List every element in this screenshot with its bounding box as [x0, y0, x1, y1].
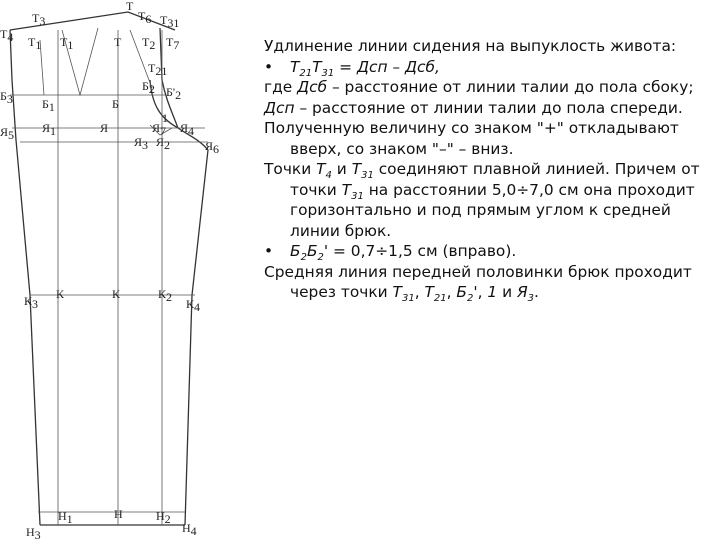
label-ya1: Я1 — [42, 121, 57, 138]
label-t-center: Т — [114, 35, 122, 49]
construction-lines — [10, 28, 208, 525]
label-k: К — [56, 287, 65, 301]
label-ya7: Я7 — [152, 121, 167, 138]
label-one: 1 — [162, 111, 168, 125]
para-dsp: Дсп – расстояние от линии талии до пола спереди. — [264, 98, 683, 117]
label-h1: Н1 — [58, 509, 73, 526]
para-middle-line: Средняя линия передней половинки брюк проходит через точки $Т_{31}$, $Т_{21}$, $Б_2'$, 1 и $Я_3$. — [264, 262, 692, 305]
para-connect: Точки $Т_4$ и $Т_{31}$ соединяют плавной линией. Причем от точки $Т_{31}$ на расстоянии 5,0÷7,0 см она проходит горизонтально и под прямым углом к средней линии брюк. — [264, 160, 700, 240]
label-t4: Т4 — [0, 27, 14, 44]
trouser-pattern-drawing — [0, 0, 260, 540]
label-k-center: К — [112, 287, 121, 301]
instruction-text — [264, 36, 714, 303]
label-t2: Т2 — [142, 35, 156, 52]
label-b2: Б2 — [142, 79, 155, 96]
para-sign: Полученную величину со знаком "+" откладывают вверх, со знаком "–" – вниз. — [264, 119, 679, 158]
label-b1: Б1 — [42, 97, 55, 114]
label-ya6: Я6 — [205, 139, 220, 156]
label-t7: Т7 — [166, 35, 180, 52]
para-dsb: где Дсб – расстояние от линии талии до пола сбоку; — [264, 78, 694, 96]
label-k3: К3 — [24, 294, 39, 311]
label-h4: Н4 — [182, 521, 197, 538]
label-t21: Т21 — [148, 61, 168, 78]
label-t3: Т3 — [32, 11, 46, 28]
label-ya3: Я3 — [134, 135, 149, 152]
label-ya4: Я4 — [180, 121, 195, 138]
label-ya: Я — [100, 121, 109, 135]
formula-1: • $Т_{21}Т_{31}$ = Дсп – Дсб, — [264, 57, 440, 79]
label-t31: Т31 — [160, 13, 180, 30]
label-ya2: Я2 — [156, 135, 171, 152]
label-t: Т — [126, 0, 134, 13]
label-t1: Т1 — [28, 35, 42, 52]
label-b: Б — [112, 97, 119, 111]
label-h: Н — [114, 507, 123, 521]
label-tx: Т1 — [60, 35, 74, 52]
para-intro: Удлинение линии сидения на выпуклость живота: — [264, 37, 677, 55]
label-b2p: Б'2 — [166, 85, 182, 102]
label-h2: Н2 — [156, 509, 171, 526]
label-k4: К4 — [186, 297, 201, 314]
label-b3: Б3 — [0, 89, 13, 106]
label-k2: К2 — [158, 287, 173, 304]
formula-2: • $Б_2Б_2' = 0,7\div 1,5$ см (вправо). — [264, 242, 517, 264]
label-t6: Т6 — [138, 9, 152, 26]
label-h3: Н3 — [26, 525, 41, 540]
label-ya5: Я5 — [0, 125, 15, 142]
